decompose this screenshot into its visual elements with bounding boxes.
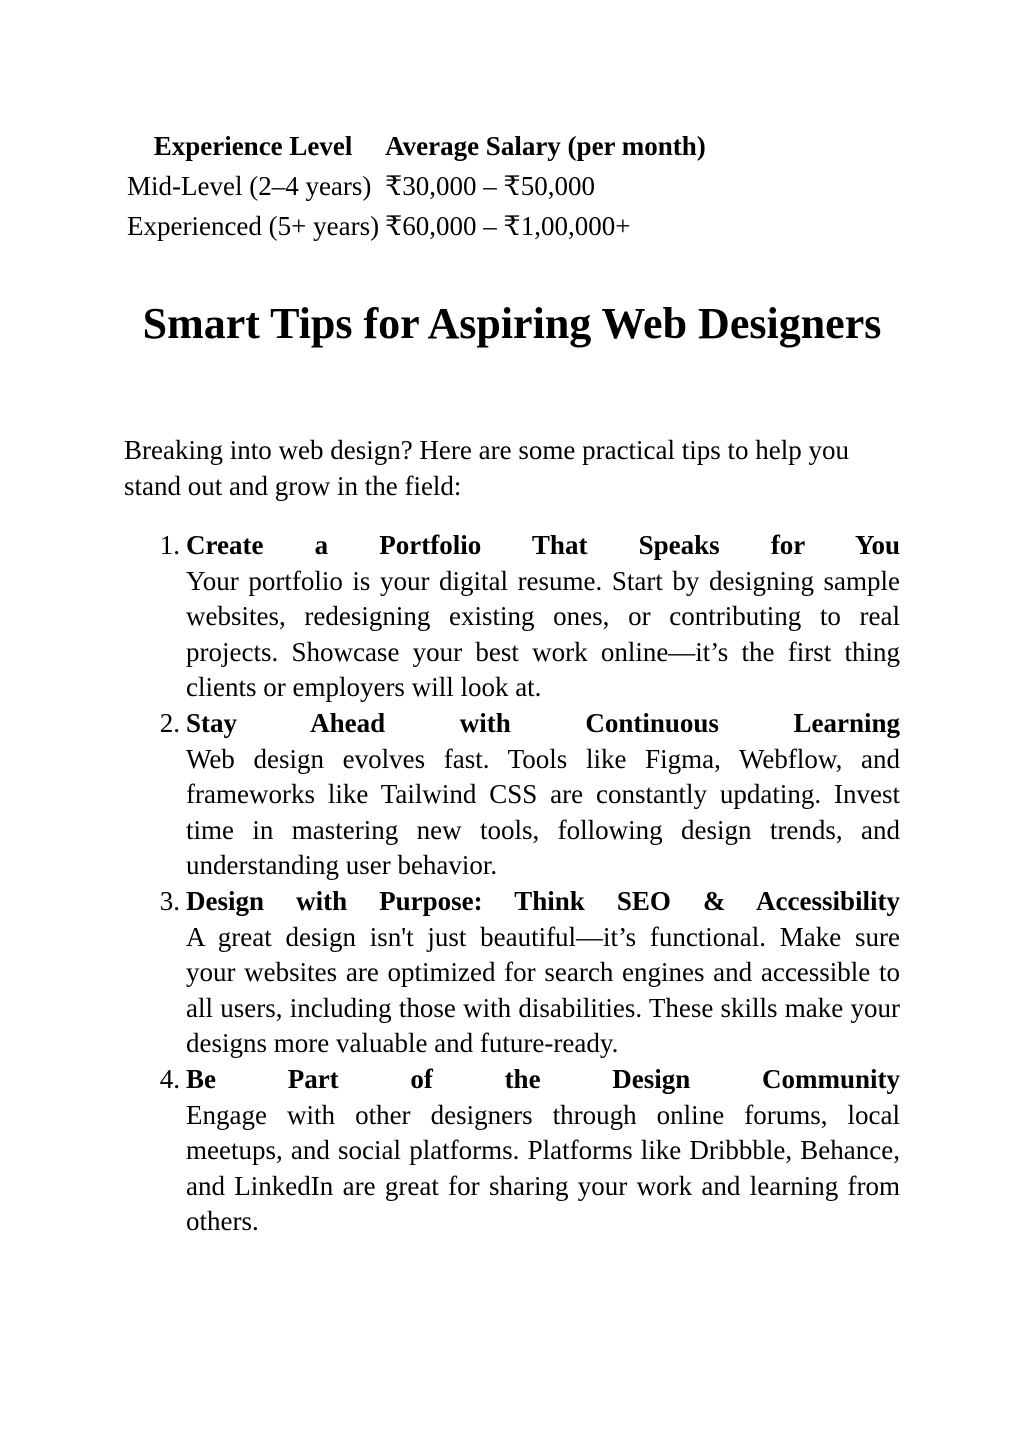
list-item-title: Create a Portfolio That Speaks for You bbox=[186, 530, 900, 560]
list-item bbox=[124, 884, 900, 1062]
list-item-number: 1. bbox=[159, 530, 180, 560]
table-cell: Experienced (5+ years) bbox=[127, 211, 380, 241]
table-row bbox=[124, 166, 709, 206]
list-item-title: Be Part of the Design Community bbox=[186, 1063, 900, 1094]
list-item-body: Your portfolio is your digital resume. Start by designing sample websites, redesigning existing ones, or contributing to real projects. Showcase your best work online—it’s the first thing clients or employers will look at. bbox=[186, 565, 900, 703]
table-cell: ₹30,000 – ₹50,000 bbox=[385, 171, 595, 201]
list-item-title: Design with Purpose: Think SEO & Accessibility bbox=[186, 885, 900, 916]
list-item-body: A great design isn't just beautiful—it’s functional. Make sure your websites are optimized for search engines and accessible to all users, including those with disabilities. These skills make your designs more valuable and future-ready. bbox=[186, 921, 900, 1059]
table-row bbox=[124, 206, 709, 246]
list-item-body: Web design evolves fast. Tools like Figma, Webflow, and frameworks like Tailwind CSS are constantly updating. Invest time in mastering new tools, following design trends, and understanding user behavior. bbox=[186, 743, 900, 881]
table-cell: ₹60,000 – ₹1,00,000+ bbox=[385, 211, 631, 241]
list-item bbox=[124, 706, 900, 884]
table-header-cell: Average Salary (per month) bbox=[385, 131, 706, 161]
intro-paragraph: Breaking into web design? Here are some practical tips to help you stand out and grow in the field: bbox=[124, 435, 850, 501]
table-header-cell: Experience Level bbox=[153, 131, 353, 161]
list-item bbox=[124, 1062, 900, 1240]
salary-table bbox=[124, 126, 709, 246]
table-cell: Mid-Level (2–4 years) bbox=[127, 171, 372, 201]
list-item-body: Engage with other designers through online forums, local meetups, and social platforms. Platforms like Dribbble, Behance, and LinkedIn are great for sharing your work and learning from others. bbox=[186, 1099, 900, 1237]
tips-list bbox=[124, 528, 900, 1240]
list-item-number: 2. bbox=[159, 707, 180, 738]
list-item-number: 4. bbox=[159, 1063, 180, 1094]
section-heading: Smart Tips for Aspiring Web Designers bbox=[142, 299, 882, 348]
list-item-number: 3. bbox=[159, 885, 180, 916]
table-header-row bbox=[124, 126, 709, 166]
list-item bbox=[124, 528, 900, 706]
list-item-title: Stay Ahead with Continuous Learning bbox=[186, 707, 900, 738]
